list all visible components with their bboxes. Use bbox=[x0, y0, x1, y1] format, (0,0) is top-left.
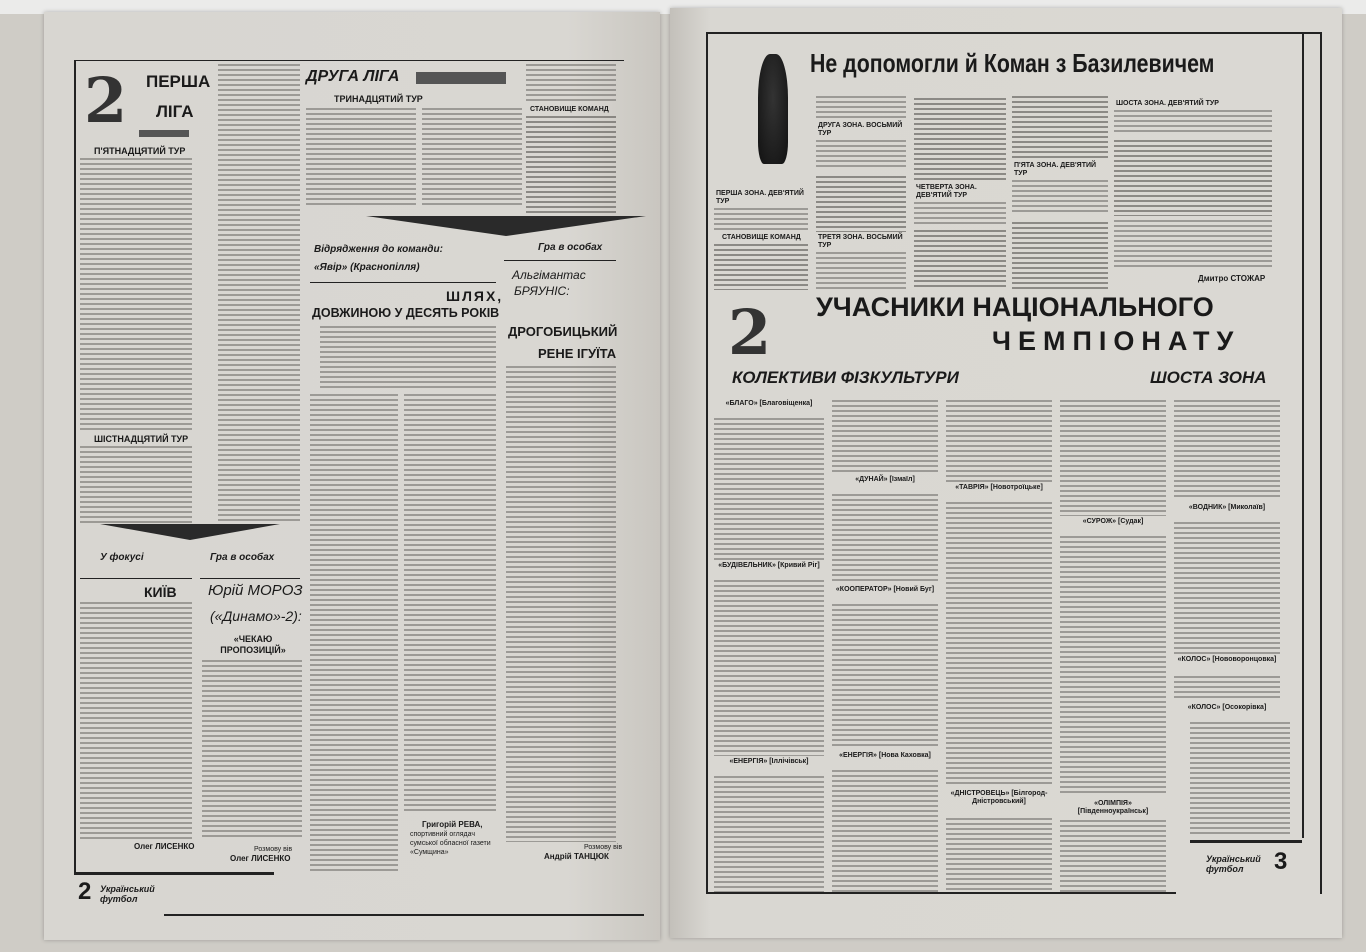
standings-1 bbox=[714, 244, 808, 290]
focus-kicker: У фокусі bbox=[100, 552, 144, 563]
braunis-text bbox=[506, 366, 616, 842]
first-league-results bbox=[80, 158, 192, 430]
team-roster bbox=[1174, 676, 1280, 700]
page-number: 3 bbox=[1274, 848, 1288, 875]
results-5 bbox=[1012, 180, 1108, 214]
first-league-results-col2 bbox=[218, 64, 300, 524]
footer-rule bbox=[706, 892, 1176, 894]
section-right: ШОСТА ЗОНА bbox=[1150, 368, 1267, 387]
decor-bar bbox=[416, 72, 506, 84]
team-roster bbox=[1060, 536, 1166, 796]
focus-title: КИЇВ bbox=[144, 584, 177, 600]
team-heading: «ТАВРІЯ» [Новотроїцьке] bbox=[955, 484, 1043, 491]
border-right bbox=[1302, 32, 1304, 838]
trip-title-1: ШЛЯХ, bbox=[446, 288, 504, 304]
team-roster bbox=[714, 418, 824, 560]
braunis-title-2: РЕНЕ ІГУЇТА bbox=[538, 346, 617, 361]
moroz-title: «ЧЕКАЮ ПРОПОЗИЦІЙ» bbox=[220, 634, 286, 655]
braunis-name-2: БРЯУНІС: bbox=[514, 284, 570, 298]
moroz-author: Олег ЛИСЕНКО bbox=[230, 854, 291, 863]
team-heading: «ДНІСТРОВЕЦЬ» [Білгород-Дністровський] bbox=[950, 790, 1048, 805]
league-emblem-icon: 2 bbox=[728, 296, 772, 369]
results-heading-3: ТРЕТЯ ЗОНА. ВОСЬМИЙ ТУР bbox=[818, 234, 903, 249]
newspaper-logo: Український футбол bbox=[1206, 854, 1261, 874]
trip-text-col2 bbox=[404, 394, 496, 814]
results-1 bbox=[714, 208, 808, 232]
team-heading: «ДУНАЙ» [Ізмаїл] bbox=[855, 476, 915, 483]
team-heading: «КОЛОС» [Нововоронцовка] bbox=[1177, 656, 1277, 663]
focus-text bbox=[80, 602, 192, 840]
participants-title-2: ЧЕМПІОНАТУ bbox=[992, 326, 1241, 356]
team-heading: «КОЛОС» [Осокорівка] bbox=[1187, 704, 1267, 711]
first-league-title-2: ЛІГА bbox=[156, 102, 194, 121]
footer-rule bbox=[164, 914, 644, 916]
commentary bbox=[1114, 220, 1272, 270]
standings-prev bbox=[816, 96, 906, 120]
moroz-kicker: Гра в особах bbox=[210, 552, 275, 563]
divider bbox=[504, 260, 616, 261]
team-roster bbox=[1174, 400, 1280, 500]
team-roster bbox=[946, 400, 1052, 482]
decor-arrow bbox=[100, 524, 280, 540]
team-heading: «БЛАГО» [Благовіщенка] bbox=[725, 400, 813, 407]
round-16-heading: ШІСТНАДЦЯТИЙ ТУР bbox=[94, 434, 189, 444]
trip-author-role: спортивний оглядач сумської обласної газети «Сумщина» bbox=[410, 831, 491, 856]
team-roster bbox=[714, 776, 824, 892]
results-heading-2: ДРУГА ЗОНА. ВОСЬМИЙ ТУР bbox=[818, 122, 903, 137]
results-author: Дмитро СТОЖАР bbox=[1198, 274, 1266, 283]
second-league-title: ДРУГА ЛІГА bbox=[306, 68, 400, 85]
cup-trophy-icon bbox=[758, 54, 788, 164]
team-heading: «КООПЕРАТОР» [Новий Буг] bbox=[835, 586, 935, 593]
participants-title-1: УЧАСНИКИ НАЦІОНАЛЬНОГО bbox=[816, 292, 1214, 322]
second-league-results-3 bbox=[526, 64, 616, 104]
divider bbox=[200, 578, 300, 579]
team-roster bbox=[832, 494, 938, 584]
team-roster bbox=[1190, 722, 1290, 834]
standings-7 bbox=[1114, 140, 1272, 216]
section-left: КОЛЕКТИВИ ФІЗКУЛЬТУРИ bbox=[732, 368, 959, 387]
team-roster bbox=[832, 770, 938, 892]
team-heading: «ЕНЕРГІЯ» [Нова Каховка] bbox=[839, 752, 931, 759]
results-heading-5: П'ЯТА ЗОНА. ДЕВ'ЯТИЙ ТУР bbox=[1014, 162, 1097, 177]
moroz-name: Юрій МОРОЗ bbox=[208, 582, 303, 599]
team-heading: «ОЛІМПІЯ» [Південноукраїнськ] bbox=[1077, 800, 1149, 815]
newspaper-logo: Український футбол bbox=[100, 884, 155, 904]
standings-5 bbox=[1012, 96, 1108, 160]
standings-3 bbox=[914, 98, 1006, 180]
braunis-title-1: ДРОГОБИЦЬКИЙ bbox=[508, 324, 618, 339]
trip-team: «Явір» (Краснопілля) bbox=[314, 262, 420, 273]
focus-author: Олег ЛИСЕНКО bbox=[134, 842, 195, 851]
page-border-left bbox=[74, 60, 76, 872]
divider bbox=[80, 578, 192, 579]
team-heading: «БУДІВЕЛЬНИК» [Кривий Ріг] bbox=[718, 562, 820, 569]
newspaper-page-3 bbox=[670, 8, 1342, 938]
braunis-credit: Розмову вів bbox=[584, 844, 623, 851]
results-heading-4: ЧЕТВЕРТА ЗОНА. ДЕВ'ЯТИЙ ТУР bbox=[916, 184, 977, 199]
page-border-top bbox=[74, 60, 624, 61]
decor-bar bbox=[139, 130, 189, 137]
trip-kicker: Відрядження до команди: bbox=[314, 244, 443, 255]
team-roster bbox=[832, 604, 938, 748]
team-heading: «ВОДНИК» [Миколаїв] bbox=[1188, 504, 1266, 511]
trip-title-2: ДОВЖИНОЮ У ДЕСЯТЬ РОКІВ bbox=[312, 306, 500, 320]
team-roster bbox=[946, 502, 1052, 786]
braunis-author: Андрій ТАНЦЮК bbox=[544, 852, 609, 861]
team-heading: «СУРОЖ» [Судак] bbox=[1082, 518, 1144, 525]
team-roster bbox=[1060, 400, 1166, 516]
team-roster bbox=[1060, 820, 1166, 892]
round-15-heading: П'ЯТНАДЦЯТИЙ ТУР bbox=[94, 146, 186, 156]
first-league-title-1: ПЕРША bbox=[146, 72, 211, 91]
results-heading-6: ШОСТА ЗОНА. ДЕВ'ЯТИЙ ТУР bbox=[1116, 100, 1219, 107]
moroz-team: («Динамо»-2): bbox=[210, 608, 302, 624]
results-2 bbox=[816, 140, 906, 168]
results-4 bbox=[914, 202, 1006, 226]
results-heading-1: ПЕРША ЗОНА. ДЕВ'ЯТИЙ ТУР bbox=[716, 190, 804, 205]
standings-2 bbox=[816, 176, 906, 232]
standings-label: СТАНОВИЩЕ КОМАНД bbox=[722, 234, 801, 241]
standings-table bbox=[526, 116, 616, 216]
newspaper-page-2 bbox=[44, 12, 660, 940]
second-league-results bbox=[306, 108, 416, 206]
braunis-kicker: Гра в особах bbox=[538, 242, 603, 253]
moroz-text bbox=[202, 660, 302, 840]
second-league-results-2 bbox=[422, 108, 522, 206]
headline: Не допомогли й Коман з Базилевичем bbox=[810, 48, 1215, 78]
trip-author: Григорій РЕВА, bbox=[422, 820, 483, 829]
divider bbox=[310, 282, 496, 283]
round-13-heading: ТРИНАДЦЯТИЙ ТУР bbox=[334, 94, 423, 104]
standings-6 bbox=[1012, 222, 1108, 290]
results-6 bbox=[1114, 110, 1272, 134]
moroz-credit: Розмову вів bbox=[254, 846, 293, 853]
results-3 bbox=[816, 252, 906, 290]
footer-rule bbox=[74, 872, 274, 875]
league-emblem-icon: 2 bbox=[84, 64, 128, 137]
team-roster bbox=[946, 818, 1052, 892]
team-roster bbox=[714, 580, 824, 756]
team-roster bbox=[832, 400, 938, 474]
page-number: 2 bbox=[78, 878, 92, 905]
standings-4 bbox=[914, 230, 1006, 290]
footer-rule bbox=[1190, 840, 1302, 843]
braunis-name-1: Альгімантас bbox=[512, 268, 586, 282]
team-roster bbox=[1174, 522, 1280, 654]
trip-text-col1 bbox=[310, 394, 398, 872]
standings-heading: СТАНОВИЩЕ КОМАНД bbox=[530, 106, 609, 113]
trip-lead bbox=[320, 326, 496, 388]
team-heading: «ЕНЕРГІЯ» [Іллічівськ] bbox=[729, 758, 809, 765]
first-league-results-16 bbox=[80, 446, 192, 526]
decor-arrow bbox=[366, 216, 646, 236]
